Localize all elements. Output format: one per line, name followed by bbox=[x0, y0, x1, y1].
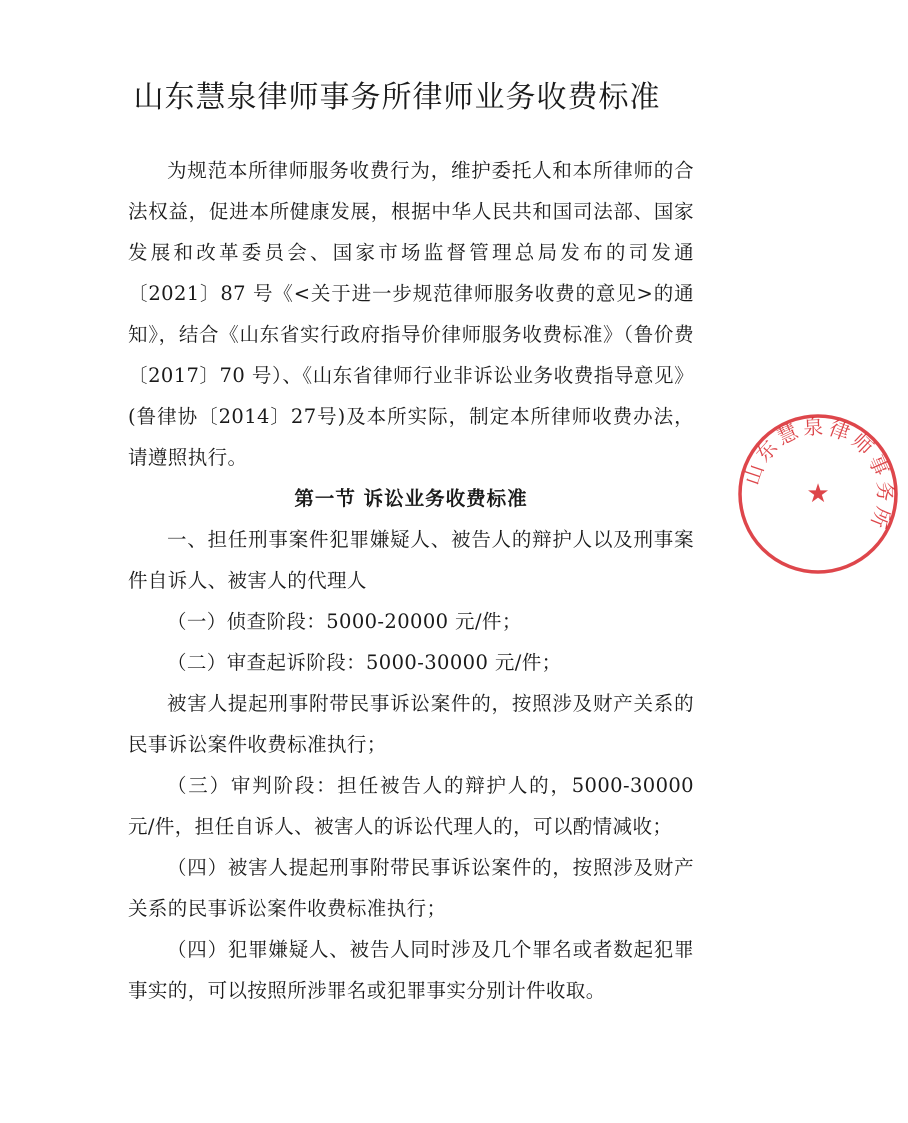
document-title: 山东慧泉律师事务所律师业务收费标准 bbox=[133, 80, 661, 115]
svg-text:★: ★ bbox=[806, 479, 830, 509]
item-criminal-defense: 一、担任刑事案件犯罪嫌疑人、被告人的辩护人以及刑事案件自诉人、被害人的代理人 bbox=[128, 528, 694, 592]
item-trial-stage: （三）审判阶段：担任被告人的辩护人的，5000-30000 元/件，担任自诉人、被害人的诉讼代理人的，可以酌情减收； bbox=[128, 774, 694, 838]
item-investigation-stage: （一）侦查阶段：5000-20000 元/件； bbox=[167, 610, 522, 633]
document-body bbox=[128, 150, 694, 1011]
item-civil-attached-note: 被害人提起刑事附带民事诉讼案件的，按照涉及财产关系的民事诉讼案件收费标准执行； bbox=[128, 692, 694, 756]
item-review-prosecution-stage: （二）审查起诉阶段：5000-30000 元/件； bbox=[167, 651, 562, 674]
intro-paragraph: 为规范本所律师服务收费行为，维护委托人和本所律师的合法权益，促进本所健康发展，根据中华人民共和国司法部、国家发展和改革委员会、国家市场监督管理总局发布的司发通〔2021〕87 号《<关于进一步规范律师服务收费的意见>的通知》，结合《山东省实行政府指导价律师服务收费标准》（鲁价费〔2017〕70 号）、《山东省律师行业非诉讼业务收费指导意见》(鲁律协〔2014〕27号)及本所实际，制定本所律师收费办法，请遵照执行。 bbox=[128, 159, 694, 469]
item-civil-attached-4a: （四）被害人提起刑事附带民事诉讼案件的，按照涉及财产关系的民事诉讼案件收费标准执行； bbox=[128, 856, 694, 920]
item-multiple-charges: （四）犯罪嫌疑人、被告人同时涉及几个罪名或者数起犯罪事实的，可以按照所涉罪名或犯罪事实分别计件收取。 bbox=[128, 938, 694, 1002]
section-heading: 第一节 诉讼业务收费标准 bbox=[294, 487, 528, 510]
official-seal-stamp bbox=[728, 404, 908, 584]
svg-text:山东慧泉律师事务所 bbox=[739, 415, 897, 536]
seal-text: 山东慧泉律师事务所 bbox=[739, 414, 898, 536]
